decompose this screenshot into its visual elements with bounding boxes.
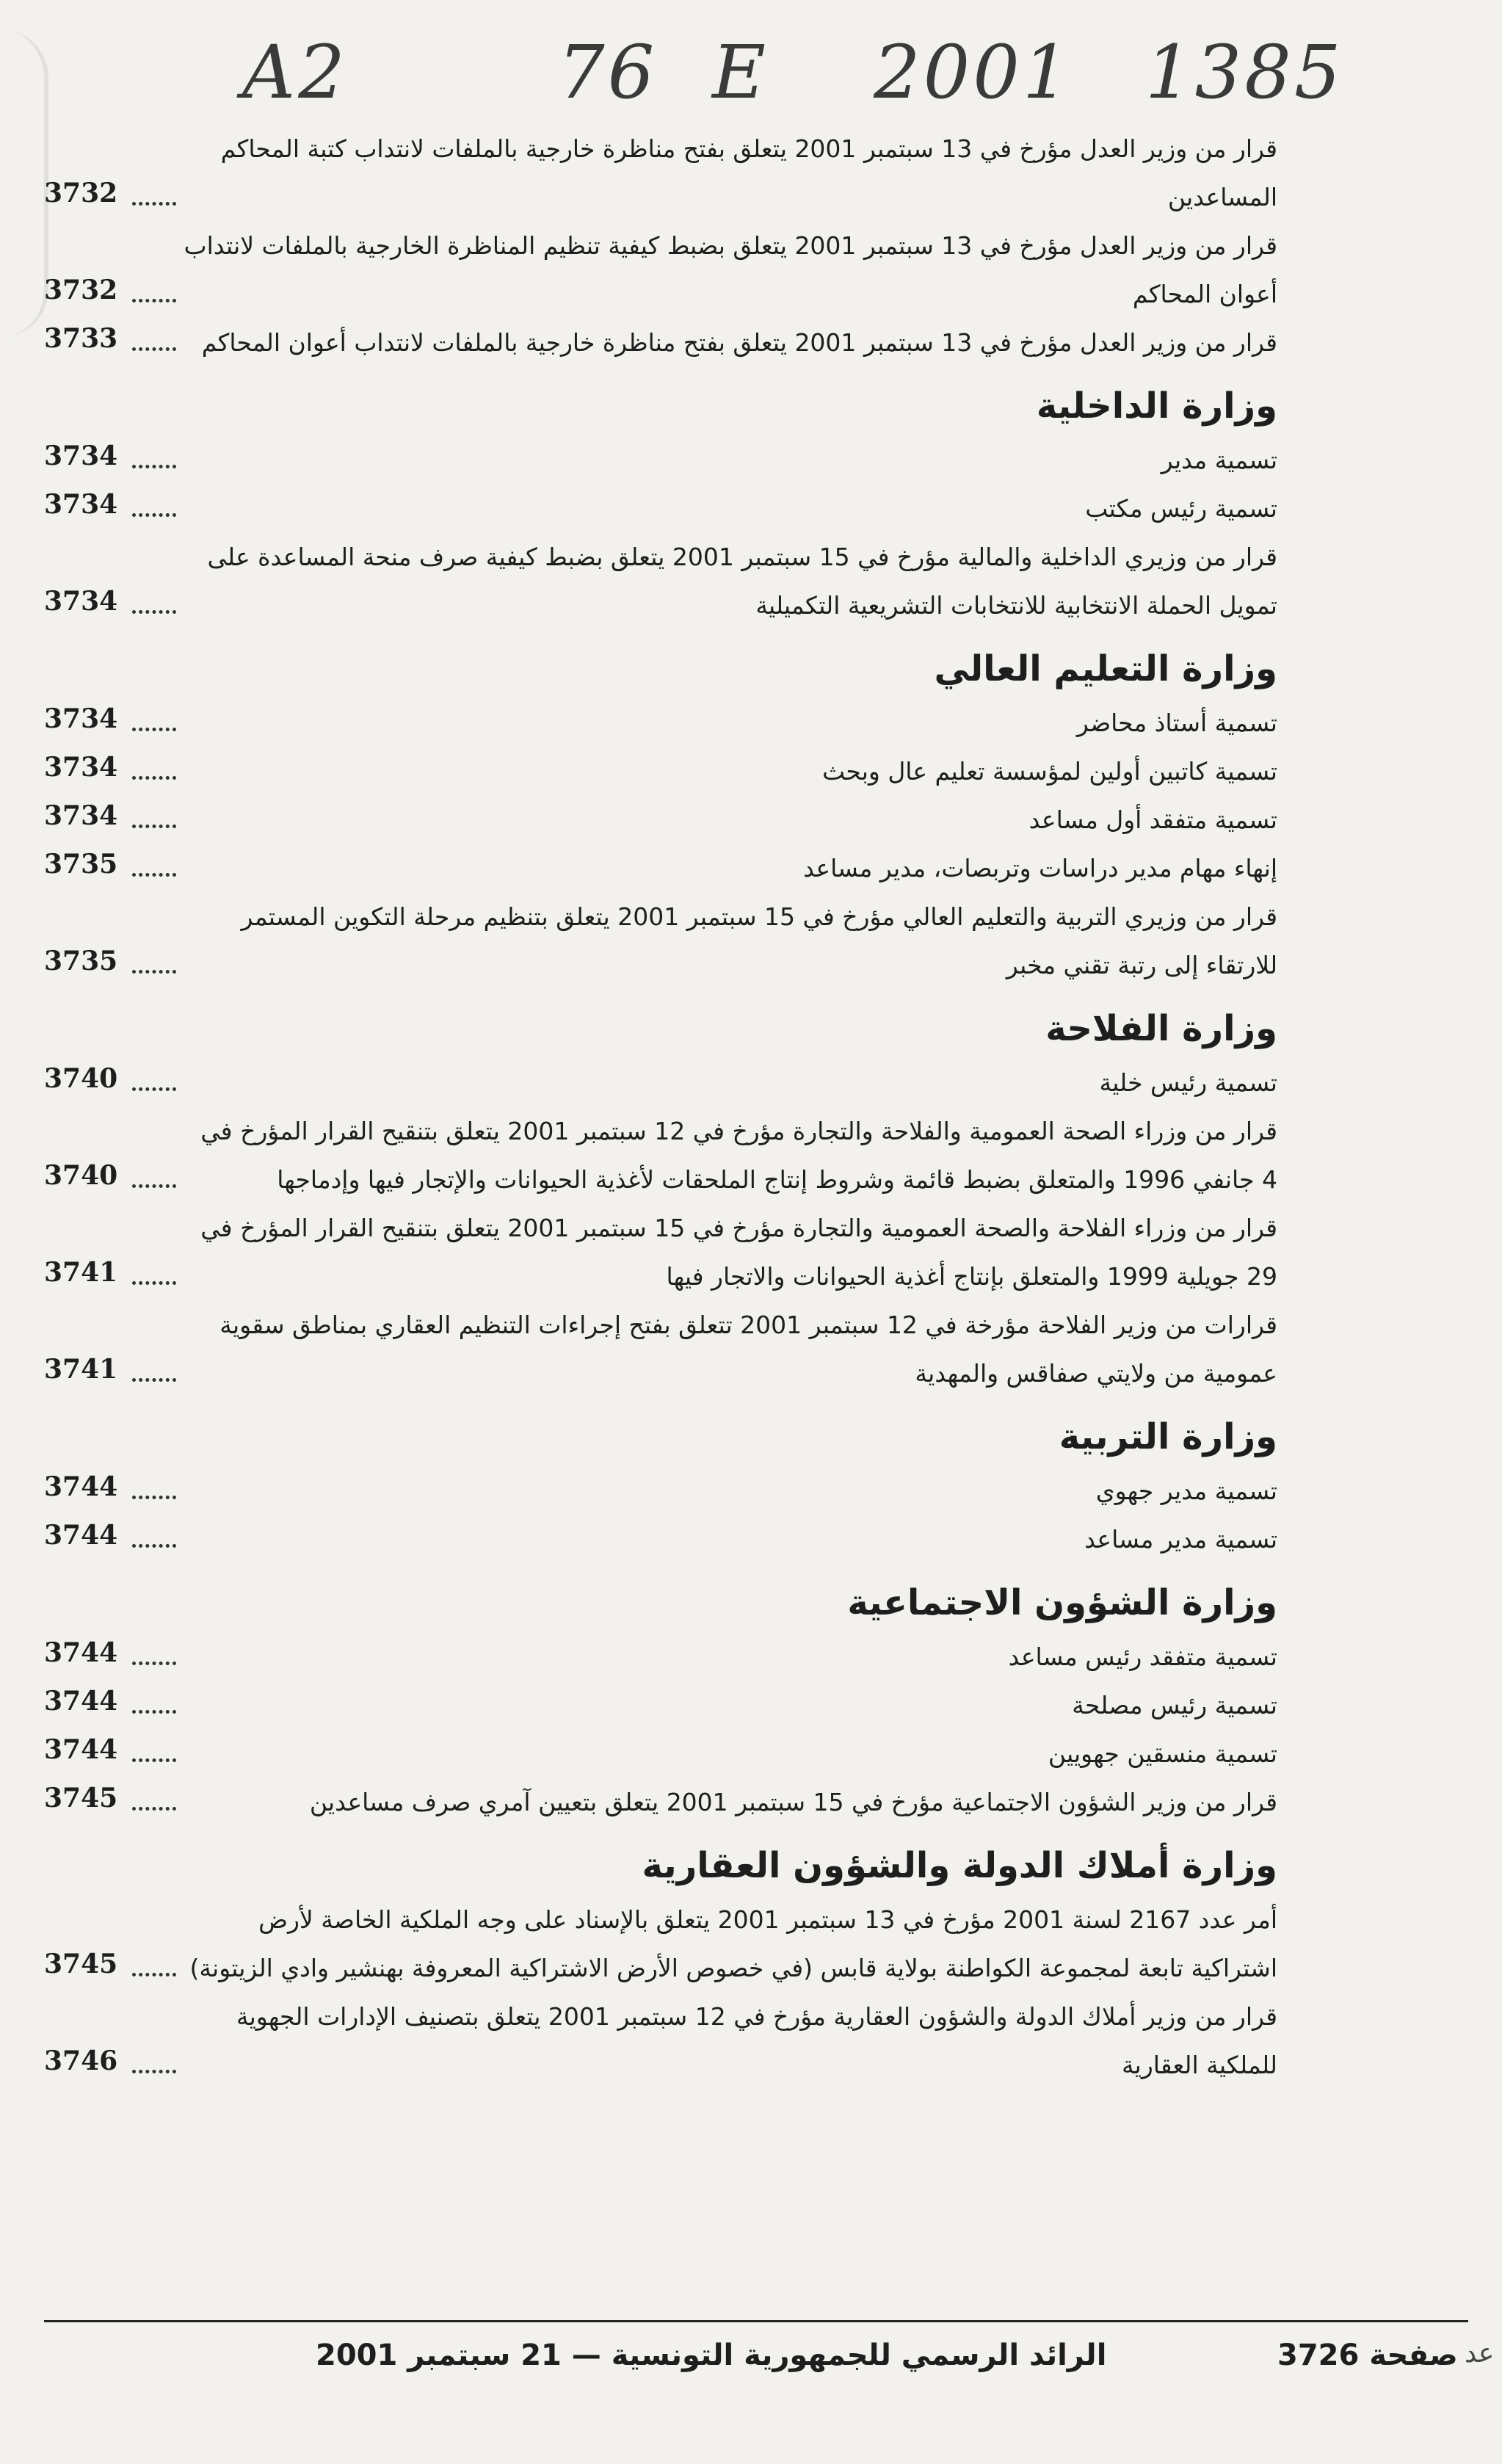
toc-page-number: 3745 <box>44 1949 118 1979</box>
toc-entry-text: تسمية رئيس مكتب <box>1085 494 1277 523</box>
leader-dots <box>132 970 176 974</box>
leader-dots <box>132 1544 176 1548</box>
leader-dots <box>132 202 176 206</box>
handwritten-note-4: 2001 <box>874 29 1073 115</box>
toc-entry-text: تسمية متفقد رئيس مساعد <box>1008 1642 1277 1671</box>
toc-entry-text: تسمية رئيس خلية <box>1099 1068 1277 1097</box>
toc-entry <box>44 1730 1277 1778</box>
toc-page-number: 3744 <box>44 1734 118 1765</box>
toc-entry <box>44 1633 1277 1681</box>
toc-page-number: 3734 <box>44 441 118 471</box>
leader-dots <box>132 610 176 614</box>
toc-entry <box>44 125 1277 222</box>
toc-entry <box>44 1681 1277 1730</box>
leader-dots <box>132 1281 176 1285</box>
leader-dots <box>132 1973 176 1976</box>
toc-entry <box>44 436 1277 485</box>
toc-entry-text: تسمية مدير <box>1161 446 1277 474</box>
leader-dots <box>132 825 176 828</box>
toc-page-number: 3732 <box>44 275 118 305</box>
handwritten-note-3: E <box>712 29 769 115</box>
toc-entry-text: قرار من وزيري الداخلية والمالية مؤرخ في 15 سبتمبر 2001 يتعلق بضبط كيفية صرف منحة المساعدة على تمويل الحملة الانتخابية للانتخابات التشريعية التكميلية <box>200 543 1277 620</box>
toc-entry-text: تسمية مدير مساعد <box>1084 1525 1277 1554</box>
leader-dots <box>132 347 176 351</box>
leader-dots <box>132 1378 176 1382</box>
toc-page-number: 3740 <box>44 1063 118 1094</box>
toc-page-number: 3744 <box>44 1520 118 1551</box>
footer-page-label: صفحة 3726 <box>1277 2338 1458 2372</box>
toc-entry <box>44 1993 1277 2090</box>
leader-dots <box>132 1758 176 1762</box>
toc-entry <box>44 747 1277 796</box>
section-title: وزارة الداخلية <box>1036 385 1277 427</box>
toc-page-number: 3735 <box>44 946 118 976</box>
toc-entry-text: قرار من وزير العدل مؤرخ في 13 سبتمبر 2001 يتعلق بفتح مناظرة خارجية بالملفات لانتداب كتبة المحاكم المساعدين <box>213 134 1277 211</box>
table-of-contents <box>44 125 1277 2090</box>
toc-entry <box>44 893 1277 990</box>
toc-page-number: 3744 <box>44 1637 118 1668</box>
toc-entry-text: قرار من وزير أملاك الدولة والشؤون العقارية مؤرخ في 12 سبتمبر 2001 يتعلق بتصنيف الإدارات الجهوية للملكية العقارية <box>228 2002 1277 2079</box>
section-title: وزارة الفلاحة <box>1045 1008 1277 1049</box>
toc-entry <box>44 1778 1277 1827</box>
toc-entry <box>44 485 1277 533</box>
handwritten-note-1: A2 <box>242 29 348 115</box>
toc-entry <box>44 1896 1277 1993</box>
toc-entry-text: قرار من وزراء الفلاحة والصحة العمومية والتجارة مؤرخ في 15 سبتمبر 2001 يتعلق بتنقيح القرار المؤرخ في 29 جويلية 1999 والمتعلق بإنتاج أغذية الحيوانات والاتجار فيها <box>192 1214 1277 1291</box>
footer-journal-title: الرائد الرسمي للجمهورية التونسية — 21 سبتمبر 2001 <box>316 2338 1107 2372</box>
toc-page-number: 3734 <box>44 752 118 783</box>
toc-entry-text: تسمية أستاذ محاضر <box>1076 709 1277 737</box>
leader-dots <box>132 465 176 468</box>
toc-entry <box>44 844 1277 893</box>
toc-page-number: 3741 <box>44 1354 118 1385</box>
leader-dots <box>132 1087 176 1091</box>
toc-page-number: 3734 <box>44 800 118 831</box>
toc-entry <box>44 699 1277 747</box>
toc-page-number: 3744 <box>44 1471 118 1502</box>
toc-entry-text: قرار من وزير العدل مؤرخ في 13 سبتمبر 2001 يتعلق بضبط كيفية تنظيم المناظرة الخارجية بالملفات لانتداب أعوان المحاكم <box>176 231 1277 308</box>
section-title: وزارة التربية <box>1059 1416 1277 1457</box>
toc-entry <box>44 1204 1277 1301</box>
toc-page-number: 3744 <box>44 1686 118 1717</box>
toc-entry-text: قرار من وزراء الصحة العمومية والفلاحة والتجارة مؤرخ في 12 سبتمبر 2001 يتعلق بتنقيح القرار المؤرخ في 4 جانفي 1996 والمتعلق بضبط قائمة وشروط إنتاج الملحقات لأغذية الحيوانات والإتجار فيها وإدماجها <box>192 1117 1277 1194</box>
footer-edge-text: عد <box>1465 2338 1495 2369</box>
toc-page-number: 3745 <box>44 1783 118 1813</box>
toc-page-number: 3734 <box>44 703 118 734</box>
toc-page-number: 3732 <box>44 178 118 209</box>
toc-page-number: 3734 <box>44 489 118 520</box>
leader-dots <box>132 1184 176 1188</box>
leader-dots <box>132 776 176 780</box>
leader-dots <box>132 513 176 517</box>
toc-entry-text: إنهاء مهام مدير دراسات وتربصات، مدير مساعد <box>803 854 1277 883</box>
toc-page-number: 3735 <box>44 849 118 880</box>
toc-entry <box>44 222 1277 319</box>
leader-dots <box>132 1807 176 1811</box>
section-title: وزارة أملاك الدولة والشؤون العقارية <box>642 1845 1277 1886</box>
toc-entry <box>44 533 1277 630</box>
handwritten-note-5: 1385 <box>1145 29 1344 115</box>
toc-entry <box>44 1059 1277 1107</box>
toc-page-number: 3733 <box>44 323 118 354</box>
leader-dots <box>132 1496 176 1499</box>
toc-entry <box>44 1467 1277 1515</box>
toc-page-number: 3734 <box>44 586 118 617</box>
toc-entry-text: تسمية متفقد أول مساعد <box>1028 805 1277 834</box>
leader-dots <box>132 299 176 302</box>
toc-entry-text: تسمية كاتبين أولين لمؤسسة تعليم عال وبحث <box>822 757 1277 786</box>
leader-dots <box>132 1710 176 1714</box>
footer-rule <box>44 2320 1468 2322</box>
leader-dots <box>132 728 176 731</box>
leader-dots <box>132 2070 176 2073</box>
stamp-mark <box>0 29 48 338</box>
toc-page-number: 3746 <box>44 2046 118 2076</box>
toc-entry-text: أمر عدد 2167 لسنة 2001 مؤرخ في 13 سبتمبر 2001 يتعلق بالإسناد على وجه الملكية الخاصة لأرض اشتراكية تابعة لمجموعة الكواطنة بولاية قابس (في خصوص الأرض الاشتراكية المعروفة بهنشير وادي الزيتونة) <box>189 1905 1277 1982</box>
leader-dots <box>132 873 176 877</box>
section-title: وزارة التعليم العالي <box>934 648 1277 689</box>
toc-entry-text: تسمية مدير جهوي <box>1095 1476 1277 1505</box>
toc-entry-text: قرار من وزير العدل مؤرخ في 13 سبتمبر 2001 يتعلق بفتح مناظرة خارجية بالملفات لانتداب أعوان المحاكم <box>201 328 1277 357</box>
toc-entry <box>44 319 1277 367</box>
toc-entry <box>44 1515 1277 1564</box>
toc-page-number: 3740 <box>44 1160 118 1191</box>
toc-entry <box>44 1107 1277 1204</box>
toc-entry <box>44 1301 1277 1398</box>
toc-entry <box>44 796 1277 844</box>
toc-page-number: 3741 <box>44 1257 118 1288</box>
toc-entry-text: تسمية منسقين جهويين <box>1048 1739 1277 1768</box>
section-title: وزارة الشؤون الاجتماعية <box>847 1582 1277 1623</box>
toc-entry-text: قرار من وزير الشؤون الاجتماعية مؤرخ في 15 سبتمبر 2001 يتعلق بتعيين آمري صرف مساعدين <box>309 1788 1277 1816</box>
toc-entry-text: قرارات من وزير الفلاحة مؤرخة في 12 سبتمبر 2001 تتعلق بفتح إجراءات التنظيم العقاري بمناطق سقوية عمومية من ولايتي صفاقس والمهدية <box>211 1311 1277 1388</box>
leader-dots <box>132 1662 176 1665</box>
handwritten-note-2: 76 <box>558 29 658 115</box>
toc-entry-text: تسمية رئيس مصلحة <box>1072 1691 1277 1720</box>
toc-entry-text: قرار من وزيري التربية والتعليم العالي مؤرخ في 15 سبتمبر 2001 يتعلق بتنظيم مرحلة التكوين المستمر للارتقاء إلى رتبة تقني مخبر <box>233 902 1277 979</box>
